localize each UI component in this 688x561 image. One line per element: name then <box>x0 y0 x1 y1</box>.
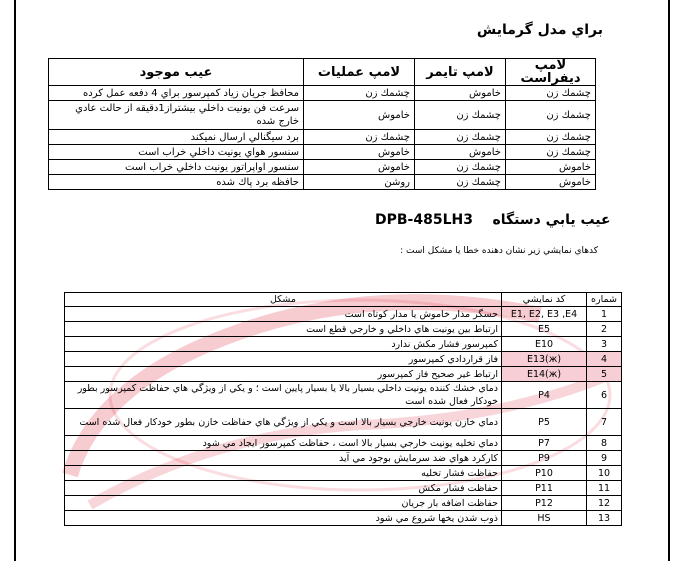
code-cell: E14(ж) <box>502 367 587 382</box>
code-cell: P10 <box>502 466 587 481</box>
code-cell: P11 <box>502 481 587 496</box>
defrost-cell: چشمك زن <box>506 130 596 145</box>
model-number: DPB-485LH3 <box>375 212 473 228</box>
table-header-row <box>65 293 622 307</box>
number-cell: 7 <box>587 409 622 436</box>
table-row <box>65 337 622 352</box>
problem-cell: حسگر مدار خاموش يا مدار كوتاه است <box>65 307 502 322</box>
table-row <box>65 511 622 526</box>
problem-cell: ارتباط بين يونيت هاي داخلي و خارجي قطع است <box>65 322 502 337</box>
fault-cell: سنسور هواي يونيت داخلي خراب است <box>49 145 304 160</box>
operation-cell: خاموش <box>304 145 415 160</box>
code-cell: P4 <box>502 382 587 409</box>
left-border-line <box>14 0 16 561</box>
fault-cell: برد سيگنالي ارسال نميكند <box>49 130 304 145</box>
number-cell: 6 <box>587 382 622 409</box>
timer-cell: خاموش <box>415 145 506 160</box>
number-cell: 3 <box>587 337 622 352</box>
problem-cell: كاركرد هواي ضد سرمايش بوجود مي آيد <box>65 451 502 466</box>
table-row <box>65 382 622 409</box>
problem-cell: حفاظت اضافه بار جريان <box>65 496 502 511</box>
operation-cell: خاموش <box>304 160 415 175</box>
number-cell: 12 <box>587 496 622 511</box>
number-cell: 9 <box>587 451 622 466</box>
right-border-line <box>668 0 670 561</box>
problem-cell: حفاظت فشار تخليه <box>65 466 502 481</box>
timer-cell: چشمك زن <box>415 101 506 130</box>
table-row <box>65 436 622 451</box>
defrost-cell: خاموش <box>506 175 596 190</box>
table-row <box>65 322 622 337</box>
number-cell: 13 <box>587 511 622 526</box>
code-cell: E5 <box>502 322 587 337</box>
table-row <box>49 175 596 190</box>
fault-cell: محافظ جريان زياد كمپرسور براي 4 دفعه عمل كرده <box>49 86 304 101</box>
header-defrost-lamp: لامپ ديفراست <box>506 59 596 86</box>
number-cell: 5 <box>587 367 622 382</box>
code-cell: E13(ж) <box>502 352 587 367</box>
defrost-cell: چشمك زن <box>506 86 596 101</box>
table-row <box>49 145 596 160</box>
number-cell: 10 <box>587 466 622 481</box>
defrost-cell: چشمك زن <box>506 145 596 160</box>
code-cell: P5 <box>502 409 587 436</box>
header-problem: مشكل <box>65 293 502 307</box>
operation-cell: روشن <box>304 175 415 190</box>
number-cell: 11 <box>587 481 622 496</box>
code-cell: P9 <box>502 451 587 466</box>
timer-cell: چشمك زن <box>415 175 506 190</box>
problem-cell: دماي خازن يونيت خارجي بسيار بالا است و يكي از ويژگي هاي حفاظت خازن بطور خودكار فعال شده است <box>65 409 502 436</box>
header-operation-lamp: لامپ عمليات <box>304 59 415 86</box>
problem-cell: ذوب شدن يخها شروع مي شود <box>65 511 502 526</box>
timer-cell: چشمك زن <box>415 130 506 145</box>
number-cell: 1 <box>587 307 622 322</box>
table-row <box>65 496 622 511</box>
fault-cell: سنسور اواپراتور يونيت داخلي خراب است <box>49 160 304 175</box>
heading-heating-model: براي مدل گرمايش <box>476 22 603 38</box>
table-row <box>49 101 596 130</box>
code-cell: P12 <box>502 496 587 511</box>
problem-cell: حفاظت فشار مكش <box>65 481 502 496</box>
problem-cell: كمپرسور فشار مكش ندارد <box>65 337 502 352</box>
code-cell: P7 <box>502 436 587 451</box>
table-row <box>49 86 596 101</box>
error-code-table <box>64 292 622 526</box>
fault-cell: حافظه برد پاك شده <box>49 175 304 190</box>
code-cell: E10 <box>502 337 587 352</box>
fault-cell: سرعت فن يونيت داخلي بيشتراز1دقيقه از حالت عادي خارج شده <box>49 101 304 130</box>
heating-fault-table <box>48 58 596 190</box>
problem-cell: دماي خشك كننده يونيت داخلي بسيار بالا يا بسيار پايين است ؛ و يكي از ويژگي هاي حفاظت كمپرسور بطور خودكار فعال شده است <box>65 382 502 409</box>
table-row <box>49 130 596 145</box>
header-timer-lamp: لامپ تايمر <box>415 59 506 86</box>
operation-cell: چشمك زن <box>304 130 415 145</box>
number-cell: 4 <box>587 352 622 367</box>
section-title: عيب يابي دستگاه <box>492 212 611 228</box>
problem-cell: ارتباط غير صحيح فاز كمپرسور <box>65 367 502 382</box>
defrost-cell: چشمك زن <box>506 101 596 130</box>
operation-cell: چشمك زن <box>304 86 415 101</box>
timer-cell: چشمك زن <box>415 160 506 175</box>
table-row <box>65 409 622 436</box>
table-row <box>65 481 622 496</box>
problem-cell: دماي تخليه يونيت خارجي بسيار بالا است ، حفاظت كمپرسور ايجاد مي شود <box>65 436 502 451</box>
table-row <box>65 352 622 367</box>
number-cell: 8 <box>587 436 622 451</box>
table-header-row <box>49 59 596 86</box>
table-row <box>65 466 622 481</box>
heading-troubleshooting <box>375 212 611 228</box>
code-cell: E1, E2, E3 ,E4 <box>502 307 587 322</box>
header-display-code: كد نمايشي <box>502 293 587 307</box>
intro-text: كدهاي نمايشي زير نشان دهنده خطا يا مشكل است : <box>400 246 598 256</box>
table-row <box>65 367 622 382</box>
defrost-cell: خاموش <box>506 160 596 175</box>
table-row <box>65 451 622 466</box>
table-row <box>65 307 622 322</box>
operation-cell: خاموش <box>304 101 415 130</box>
header-fault: عيب موجود <box>49 59 304 86</box>
header-number: شماره <box>587 293 622 307</box>
problem-cell: فاز قراردادي كمپرسور <box>65 352 502 367</box>
timer-cell: خاموش <box>415 86 506 101</box>
table-row <box>49 160 596 175</box>
number-cell: 2 <box>587 322 622 337</box>
code-cell: HS <box>502 511 587 526</box>
